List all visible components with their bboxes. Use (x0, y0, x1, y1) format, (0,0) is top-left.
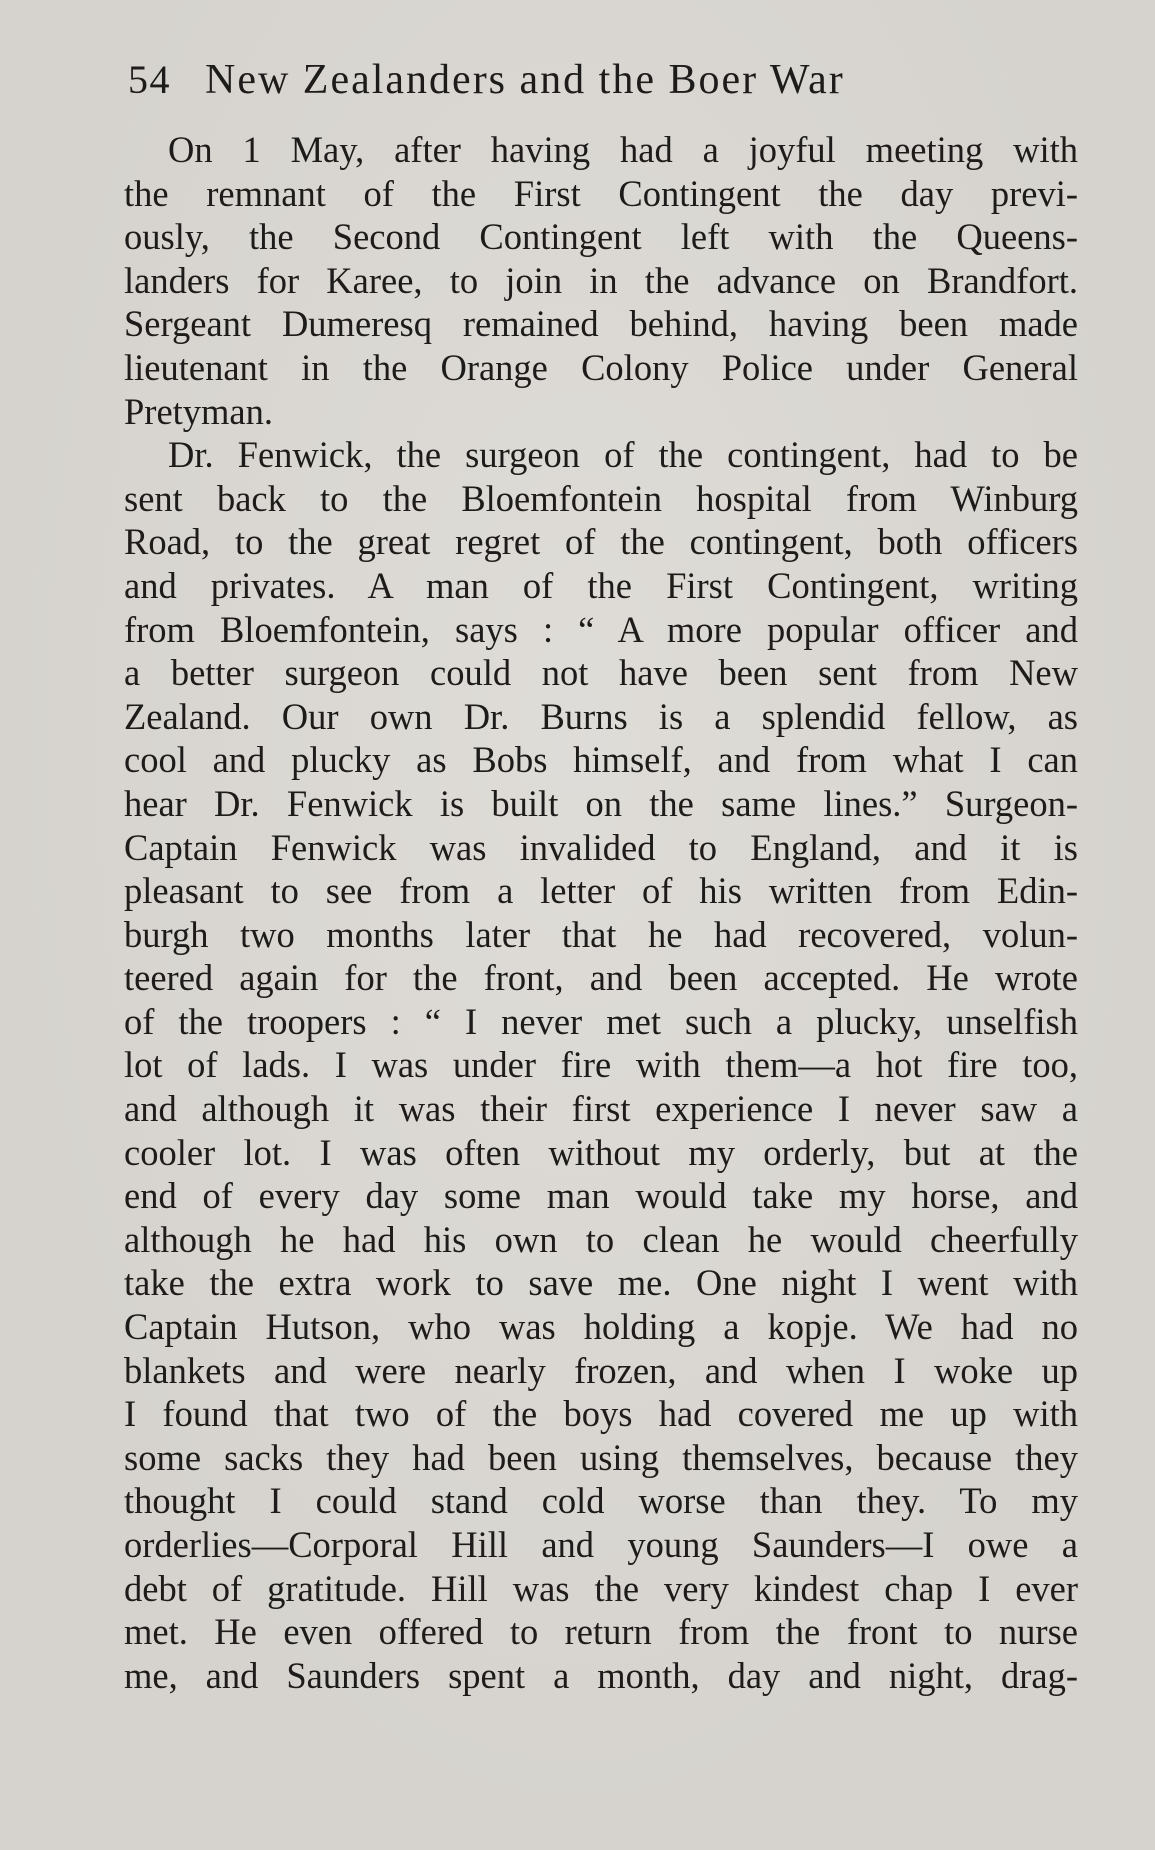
text-line: Sergeant Dumeresq remained behind, having been made (124, 303, 1078, 345)
text-line: orderlies—Corporal Hill and young Saunders—I owe a (124, 1524, 1078, 1565)
text-line: pleasant to see from a letter of his written from Edin- (124, 870, 1078, 912)
text-line: and privates. A man of the First Contingent, writing (124, 564, 1078, 606)
text-line: a better surgeon could not have been sent from New (124, 652, 1078, 694)
text-line: met. He even offered to return from the front to nurse (124, 1611, 1078, 1653)
text-line: me, and Saunders spent a month, day and night, drag- (124, 1654, 1078, 1696)
text-line: Road, to the great regret of the contingent, both officers (124, 521, 1078, 563)
text-line: On 1 May, after having had a joyful meeting with (168, 129, 1078, 170)
text-line: ously, the Second Contingent left with the Queens- (124, 216, 1078, 258)
text-line: Pretyman. (124, 390, 274, 432)
text-line: cool and plucky as Bobs himself, and from what I can (124, 739, 1078, 781)
running-title: New Zealanders and the Boer War (205, 57, 845, 103)
text-line: lot of lads. I was under fire with them—a hot fire too, (124, 1044, 1078, 1086)
text-line: Zealand. Our own Dr. Burns is a splendid fellow, as (124, 695, 1078, 737)
text-line: thought I could stand cold worse than they. To my (124, 1480, 1078, 1522)
text-line: Captain Hutson, who was holding a kopje. We had no (124, 1306, 1078, 1348)
text-line: from Bloemfontein, says : “ A more popular officer and (124, 608, 1078, 650)
text-line: debt of gratitude. Hill was the very kindest chap I ever (124, 1567, 1078, 1609)
text-line: although he had his own to clean he would cheerfully (124, 1218, 1078, 1260)
text-line: cooler lot. I was often without my orderly, but at the (124, 1131, 1078, 1173)
page-number: 54 (128, 57, 171, 102)
paragraph (124, 433, 1078, 1697)
text-line: some sacks they had been using themselves, because they (124, 1436, 1078, 1478)
text-line: the remnant of the First Contingent the day previ- (124, 172, 1078, 214)
text-line: and although it was their first experience I never saw a (124, 1088, 1078, 1130)
text-line: landers for Karee, to join in the advance on Brandfort. (124, 259, 1078, 301)
text-line: of the troopers : “ I never met such a plucky, unselfish (124, 1000, 1078, 1042)
text-line: sent back to the Bloemfontein hospital from Winburg (124, 477, 1078, 519)
text-line: burgh two months later that he had recovered, volun- (124, 913, 1078, 955)
text-line: lieutenant in the Orange Colony Police under General (124, 346, 1078, 388)
text-line: end of every day some man would take my horse, and (124, 1175, 1078, 1217)
text-line: take the extra work to save me. One night I went with (124, 1262, 1078, 1304)
text-line: hear Dr. Fenwick is built on the same lines.” Surgeon- (124, 782, 1078, 824)
text-line: Captain Fenwick was invalided to England, and it is (124, 826, 1078, 868)
body-text (124, 128, 1078, 1697)
page-header (128, 56, 1008, 104)
text-line: blankets and were nearly frozen, and when I woke up (124, 1349, 1078, 1391)
text-line: I found that two of the boys had covered me up with (124, 1393, 1078, 1435)
text-line: Dr. Fenwick, the surgeon of the contingent, had to be (168, 434, 1078, 476)
text-line: teered again for the front, and been accepted. He wrote (124, 957, 1078, 999)
paragraph (124, 128, 1078, 433)
